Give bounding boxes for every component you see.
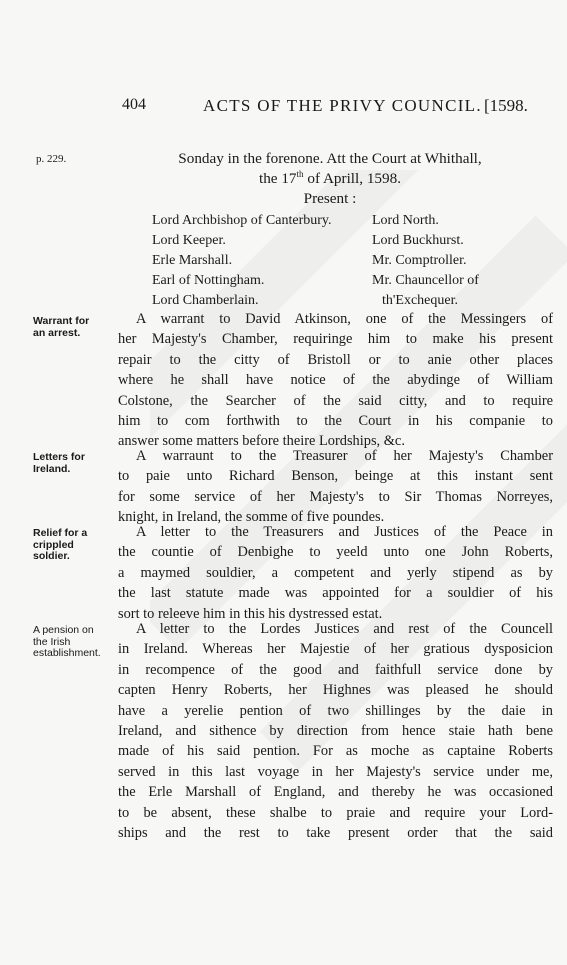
heading-date-part-1: the 17 (258, 170, 297, 188)
entry-pension-irish: A letter to the Lordes Justices and rest of the Councell in Ireland. Whereas her Majestie of her gratious dysposicion in recompence of the good and faithfull service done by capten Henry Roberts, her Highnes was pleased he should have a yerelie pention of two shillinges by the daie in Ireland, and sithence by direction from hence staie hath bene made of his said pention. For as moche as captaine Roberts served in this last voyage in her Majesty's service under me, the Erle Marshall of England, and thereby he was occasioned to be absent, these shalbe to praie and require your Lord- ships and the rest to take present order that the said (118, 621, 553, 842)
margin-page-reference: p. 229. (36, 153, 67, 165)
council-member: Lord Chamberlain. (152, 293, 259, 308)
running-title: ACTS OF THE PRIVY COUNCIL. (203, 96, 482, 115)
council-member: Lord Buckhurst. (372, 233, 464, 248)
heading-date-part-2: of Aprill, 1598. (303, 170, 401, 188)
side-note-pension: A pension on the Irish establishment. (33, 624, 101, 659)
present-heading: Present : (303, 190, 357, 207)
side-note-warrant: Warrant for an arrest. (33, 315, 90, 339)
council-member: Lord North. (372, 213, 439, 228)
present-list-left (152, 211, 332, 311)
entry-warrant-arrest: A warrant to David Atkinson, one of the Messingers of her Majesty's Chamber, requiringe him to make his present repair to the citty of Bristoll or to anie other places where he shall have notice of the abydinge of William Colstone, the Searcher of the said citty, and to require him to com forthwith to the Court in his companie to answer some matters before theire Lordships, &c. (118, 311, 553, 450)
heading-date-superscript: th (296, 169, 304, 179)
council-member: Mr. Chauncellor of (372, 273, 479, 288)
council-member: th'Exchequer. (382, 293, 458, 308)
side-note-letters: Letters for Ireland. (33, 451, 85, 475)
running-year: [1598. (484, 96, 528, 115)
meeting-heading-line-1: Sonday in the forenone. Att the Court at Whithall, (178, 150, 482, 167)
page-number: 404 (122, 96, 146, 113)
council-member: Earl of Nottingham. (152, 273, 265, 288)
council-member: Lord Archbishop of Canterbury. (152, 213, 332, 228)
entry-letters-ireland: A warraunt to the Treasurer of her Majesty's Chamber to paie unto Richard Benson, beinge at this instant sent for some service of her Majesty's to Sir Thomas Norreyes, knight, in Ireland, the somme of five poundes. (118, 448, 553, 526)
running-head (0, 96, 567, 120)
council-member: Lord Keeper. (152, 233, 226, 248)
meeting-heading-line-2 (118, 169, 542, 188)
side-note-relief: Relief for a crippled soldier. (33, 527, 88, 562)
present-list-right (372, 211, 479, 311)
council-member: Erle Marshall. (152, 253, 233, 268)
council-member: Mr. Comptroller. (372, 253, 467, 268)
entry-relief-soldier: A letter to the Treasurers and Justices of the Peace in the countie of Denbighe to yeeld unto one John Roberts, a maymed souldier, a competent and yerly stipend as by the last statute made was appointed for a souldier of his sort to releeve him in this his dystressed estat. (118, 524, 553, 622)
